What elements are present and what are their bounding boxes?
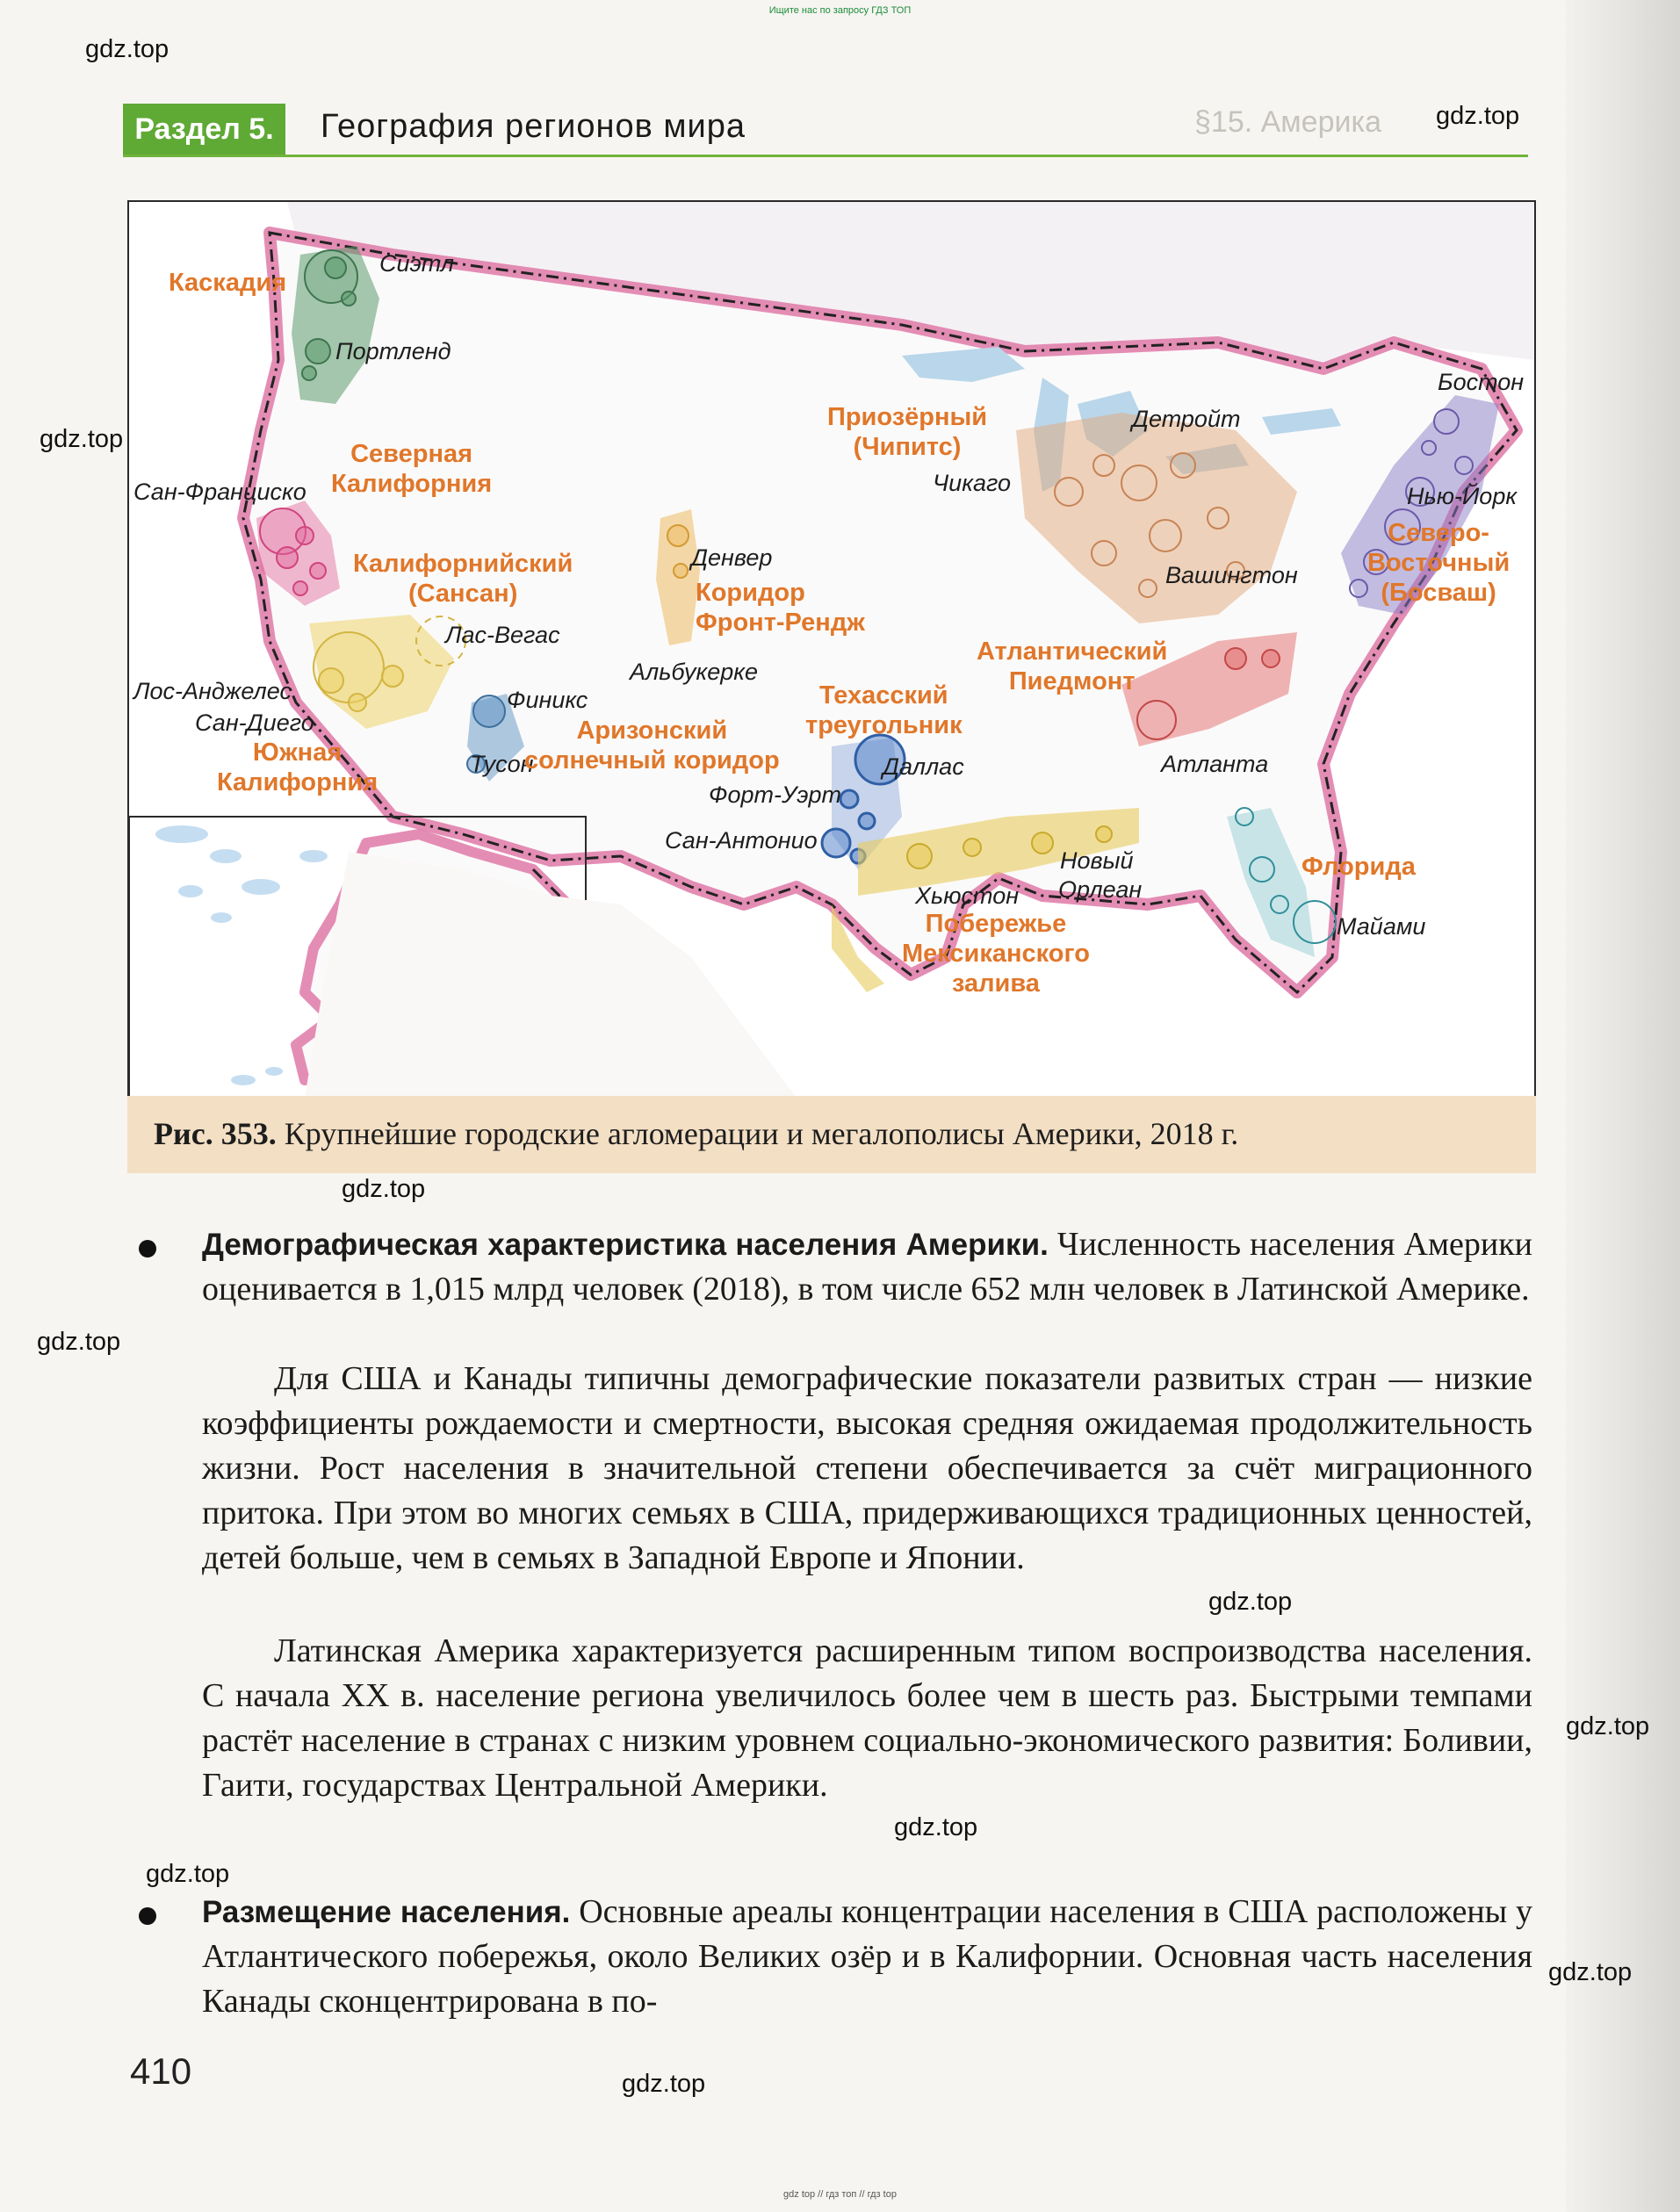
watermark: gdz.top bbox=[37, 1328, 121, 1356]
paragraph-latin-america: Латинская Америка характеризуется расширенным типом воспроизводства населения. С начала XX в. население региона увеличилось более чем в шесть раз. Быстрыми темпами растёт население в странах с низким уровнем социально-экономического развития: Боливии, Гаити, государствах Центральной Америки. bbox=[202, 1632, 1532, 1804]
region-label-line: Аризонский bbox=[576, 717, 728, 745]
region-label-line: залива bbox=[951, 969, 1040, 998]
region-label-line: Северо- bbox=[1388, 519, 1489, 547]
page-edge-shadow bbox=[1566, 0, 1680, 2212]
paragraph-text: Численность населения Америки оценивается в 1,015 млрд человек (2018), в том числе 652 млн человек в Латинской Америке. bbox=[202, 1226, 1532, 1308]
city-label-denver: Денвер bbox=[691, 544, 773, 571]
agglomerations-map bbox=[127, 200, 1536, 1099]
bottom-note: gdz top // гдз топ // гдз top bbox=[783, 2189, 897, 2200]
watermark: gdz.top bbox=[40, 425, 124, 453]
region-label-texas bbox=[805, 681, 963, 740]
watermark: gdz.top bbox=[1548, 1958, 1633, 1986]
region-label-line: Приозёрный bbox=[827, 403, 988, 431]
region-label-line: треугольник bbox=[805, 711, 963, 739]
figure-label: Рис. 353. bbox=[154, 1116, 277, 1151]
region-label-line: Коридор bbox=[696, 579, 805, 607]
paragraph-text: Основные ареалы концентрации населения в США расположены у Атлантического побережья, около Великих озёр и в Калифорнии. Основная часть населения Канады сконцентрирована в по- bbox=[202, 1893, 1533, 2020]
region-label-line: Мексиканского bbox=[902, 940, 1090, 968]
figure-caption-text: Крупнейшие городские агломерации и мегалополисы Америки, 2018 г. bbox=[284, 1116, 1239, 1151]
region-label-line: Фронт-Рендж bbox=[696, 609, 865, 637]
region-label-front-range bbox=[696, 578, 865, 638]
figure-caption bbox=[154, 1115, 1238, 1152]
city-label-san-antonio: Сан-Антонио bbox=[665, 827, 818, 854]
bullet-icon bbox=[139, 1907, 156, 1925]
city-label-new-york: Нью-Йорк bbox=[1407, 483, 1518, 509]
region-label-florida: Флорида bbox=[1301, 853, 1416, 881]
region-label-line: Побережье bbox=[925, 910, 1067, 938]
region-label-great-lakes bbox=[827, 402, 987, 462]
paragraph-usa-canada: Для США и Канады типичны демографические показатели развитых стран — низкие коэффициенты рождаемости и смертности, высокая средняя ожидаемая продолжительность жизни. Рост населения в значительной степени обеспечивается за счёт миграционного притока. При этом во многих семьях в США, придерживающихся традиционных ценностей, детей больше, чем в семьях в Западной Европе и Японии. bbox=[202, 1360, 1532, 1576]
section-title: География регионов мира bbox=[321, 108, 746, 145]
region-label-line: (Чипитс) bbox=[853, 433, 962, 461]
city-label-san-diego: Сан-Диего bbox=[195, 710, 314, 736]
watermark: gdz.top bbox=[1566, 1712, 1650, 1740]
city-label-fort-worth: Форт-Уэрт bbox=[709, 782, 842, 808]
city-label-detroit: Детройт bbox=[1132, 406, 1241, 432]
region-label-gulf bbox=[902, 909, 1090, 998]
city-label-new-orleans-2: Орлеан bbox=[1058, 876, 1143, 903]
page-number: 410 bbox=[130, 2050, 192, 2092]
city-label-seattle: Сиэтл bbox=[379, 250, 454, 277]
section-header bbox=[123, 104, 1528, 157]
region-label-line: Атлантический bbox=[977, 638, 1168, 666]
region-label-line: (Сансан) bbox=[407, 580, 518, 608]
bullet-icon bbox=[139, 1240, 156, 1257]
city-label-new-orleans-1: Новый bbox=[1060, 847, 1134, 874]
city-label-boston: Бостон bbox=[1438, 369, 1525, 395]
city-label-miami: Майами bbox=[1337, 913, 1426, 940]
watermark: gdz.top bbox=[1436, 102, 1520, 130]
city-label-tucson: Тусон bbox=[470, 751, 534, 777]
pacific-islands bbox=[155, 825, 328, 923]
watermark: gdz.top bbox=[1208, 1588, 1293, 1616]
city-label-albuquerque: Альбукерке bbox=[630, 659, 759, 685]
region-label-line: Северная bbox=[350, 440, 473, 468]
city-label-houston: Хьюстон bbox=[915, 883, 1020, 909]
region-label-south-california bbox=[217, 738, 378, 797]
region-label-line: (Босваш) bbox=[1381, 579, 1496, 607]
region-label-line: Пиедмонт bbox=[1008, 667, 1136, 695]
region-label-line: Южная bbox=[252, 739, 342, 767]
region-label-line: Калифорния bbox=[331, 470, 493, 498]
city-label-las-vegas: Лас-Вегас bbox=[445, 622, 560, 648]
paragraph-demography bbox=[202, 1222, 1532, 1312]
region-label-line: Восточный bbox=[1367, 549, 1511, 577]
region-label-california bbox=[353, 549, 573, 609]
city-label-san-francisco: Сан-Франциско bbox=[133, 479, 306, 505]
aleutian-islands bbox=[231, 1067, 283, 1085]
city-label-phoenix: Финикс bbox=[507, 687, 588, 713]
paragraph-lead: Демографическая характеристика населения Америки. bbox=[202, 1228, 1049, 1262]
watermark: gdz.top bbox=[85, 35, 169, 63]
section-label: Раздел 5. bbox=[123, 104, 285, 155]
city-label-portland: Портленд bbox=[335, 338, 451, 364]
city-label-washington: Вашингтон bbox=[1165, 562, 1298, 588]
map-graphics bbox=[129, 202, 1534, 1098]
watermark: gdz.top bbox=[622, 2070, 706, 2098]
paragraph-lead: Размещение населения. bbox=[202, 1895, 571, 1929]
facing-page-header-ghost: §15. Америка bbox=[1194, 105, 1382, 139]
watermark: gdz.top bbox=[894, 1813, 978, 1841]
city-label-atlanta: Атланта bbox=[1161, 751, 1269, 777]
region-label-north-california bbox=[331, 439, 492, 499]
region-label-line: Калифорния bbox=[217, 768, 379, 796]
region-label-line: Калифорнийский bbox=[353, 550, 573, 578]
region-label-northeast bbox=[1367, 518, 1510, 608]
watermark: gdz.top bbox=[342, 1175, 426, 1203]
paragraph-settlement bbox=[202, 1890, 1532, 2024]
watermark: gdz.top bbox=[146, 1860, 230, 1888]
city-label-los-angeles: Лос-Анджелес bbox=[133, 678, 292, 704]
city-label-dallas: Даллас bbox=[883, 753, 964, 780]
region-label-line: солнечный коридор bbox=[524, 746, 780, 775]
region-label-cascadia: Каскадия bbox=[169, 269, 287, 297]
region-label-arizona bbox=[524, 716, 780, 775]
city-label-chicago: Чикаго bbox=[933, 470, 1011, 496]
figure-caption-box bbox=[127, 1096, 1536, 1173]
region-label-line: Техасский bbox=[818, 681, 948, 710]
top-note: Ищите нас по запросу ГДЗ ТОП bbox=[768, 5, 912, 16]
region-label-piedmont bbox=[977, 637, 1167, 696]
